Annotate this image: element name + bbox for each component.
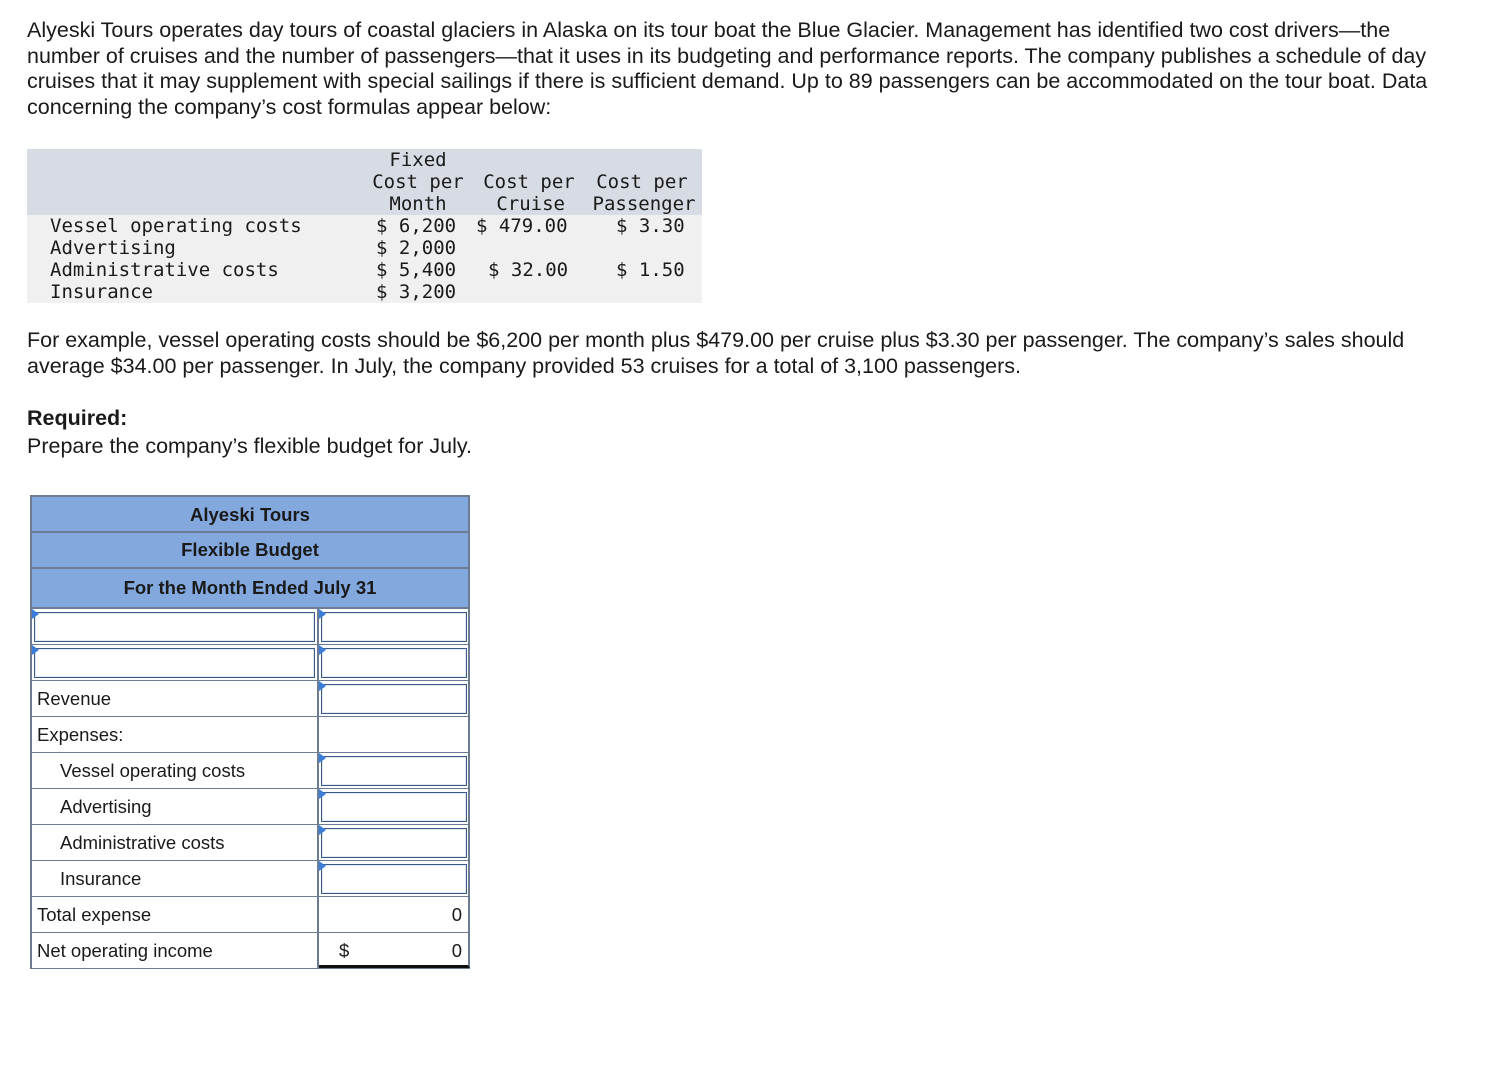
- insurance-row: [30, 861, 470, 897]
- activity-value-input[interactable]: [321, 612, 467, 642]
- header-cruise-line2: Cruise: [496, 193, 565, 215]
- budget-statement-title: Flexible Budget: [30, 531, 470, 567]
- header-fixed-line2: Cost per: [372, 171, 464, 193]
- input-marker-icon: [319, 681, 326, 691]
- example-text: For example, vessel operating costs should be $6,200 per month plus $479.00 per cruise plus $3.30 per passenger. The company’s sales should average $34.00 per passenger. In July, the company provided 53 cruises for a total of 3,100 passengers.: [27, 328, 1405, 378]
- vessel-cell: [319, 753, 470, 788]
- dropdown-marker-icon: [32, 645, 39, 655]
- dropdown-marker-icon: [32, 609, 39, 619]
- header-fixed-line3: Month: [389, 193, 447, 215]
- expenses-label: Expenses:: [32, 717, 319, 752]
- net-operating-income-row: [30, 933, 470, 969]
- header-fixed-line1: Fixed: [389, 149, 447, 171]
- insurance-input[interactable]: [321, 864, 467, 894]
- admin-label: Administrative costs: [32, 825, 319, 860]
- revenue-row: [30, 681, 470, 717]
- cost-row-passenger: $ 1.50: [616, 259, 685, 281]
- input-marker-icon: [319, 753, 326, 763]
- advertising-row: [30, 789, 470, 825]
- header-cruise-line1: Cost per: [483, 171, 575, 193]
- header-passenger-line1: Cost per: [596, 171, 688, 193]
- budget-company-title: Alyeski Tours: [30, 495, 470, 531]
- cost-row-cruise: $ 479.00: [476, 215, 568, 237]
- cost-row-label: Vessel operating costs: [50, 215, 302, 237]
- input-marker-icon: [319, 645, 326, 655]
- header-passenger-line2: Passenger: [592, 193, 696, 215]
- activity-label-cell: [32, 609, 319, 644]
- net-operating-income-cell: [319, 933, 470, 968]
- activity-label-cell: [32, 645, 319, 680]
- cost-row-fixed: $ 2,000: [376, 237, 457, 259]
- cost-row-label: Administrative costs: [50, 259, 279, 281]
- net-operating-income-label: Net operating income: [32, 933, 319, 968]
- activity-value-cell: [319, 609, 470, 644]
- revenue-label: Revenue: [32, 681, 319, 716]
- admin-row: [30, 825, 470, 861]
- cost-row-label: Insurance: [50, 281, 153, 303]
- input-marker-icon: [319, 609, 326, 619]
- advertising-input[interactable]: [321, 792, 467, 822]
- problem-intro: Alyeski Tours operates day tours of coastal glaciers in Alaska on its tour boat the Blue Glacier. Management has identified two cost drivers—the number of cruises and the number of passengers—that it uses in its budgeting and performance reports. The company publishes a schedule of day cruises that it may supplement with special sailings if there is sufficient demand. Up to 89 passengers can be accommodated on the tour boat. Data concerning the company’s cost formulas appear below:: [27, 18, 1428, 119]
- total-expense-value: 0: [451, 904, 462, 925]
- activity-label-input[interactable]: [34, 612, 315, 642]
- total-expense-label: Total expense: [32, 897, 319, 932]
- input-marker-icon: [319, 825, 326, 835]
- input-marker-icon: [319, 861, 326, 871]
- revenue-cell: [319, 681, 470, 716]
- activity-value-cell: [319, 645, 470, 680]
- net-operating-income-value: 0: [451, 940, 462, 961]
- activity-row-cruises: [30, 609, 470, 645]
- cost-row-cruise: $ 32.00: [488, 259, 569, 281]
- activity-value-input[interactable]: [321, 648, 467, 678]
- activity-label-input[interactable]: [34, 648, 315, 678]
- total-expense-cell: [319, 897, 470, 932]
- flexible-budget-form: [30, 495, 470, 969]
- admin-cell: [319, 825, 470, 860]
- admin-input[interactable]: [321, 828, 467, 858]
- advertising-label: Advertising: [32, 789, 319, 824]
- vessel-row: [30, 753, 470, 789]
- revenue-input[interactable]: [321, 684, 467, 714]
- advertising-cell: [319, 789, 470, 824]
- cost-row-fixed: $ 3,200: [376, 281, 457, 303]
- input-marker-icon: [319, 789, 326, 799]
- currency-symbol: $: [339, 940, 350, 961]
- expenses-header-row: [30, 717, 470, 753]
- vessel-label: Vessel operating costs: [32, 753, 319, 788]
- cost-formula-table: [27, 149, 702, 303]
- cost-row-fixed: $ 5,400: [376, 259, 457, 281]
- budget-period-title: For the Month Ended July 31: [30, 567, 470, 609]
- expenses-empty-cell: [319, 717, 470, 752]
- total-expense-row: [30, 897, 470, 933]
- insurance-label: Insurance: [32, 861, 319, 896]
- activity-row-passengers: [30, 645, 470, 681]
- required-heading: Required:: [27, 406, 128, 430]
- vessel-input[interactable]: [321, 756, 467, 786]
- required-text: Prepare the company’s flexible budget for July.: [27, 434, 472, 458]
- cost-row-fixed: $ 6,200: [376, 215, 457, 237]
- cost-row-label: Advertising: [50, 237, 176, 259]
- insurance-cell: [319, 861, 470, 896]
- cost-row-passenger: $ 3.30: [616, 215, 685, 237]
